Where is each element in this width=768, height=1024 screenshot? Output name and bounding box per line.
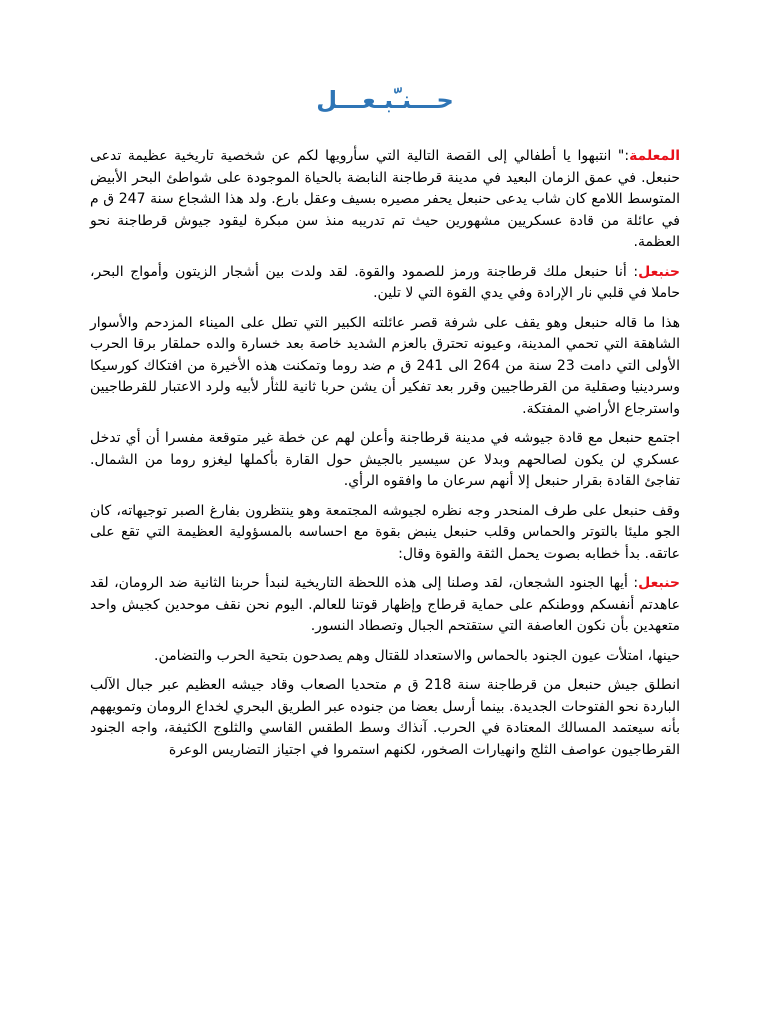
speaker-label: المعلمة [629,148,680,164]
paragraph-text: : أنا حنبعل ملك قرطاجنة ورمز للصمود والقوة. لقد ولدت بين أشجار الزيتون وأمواج البحر، حاملا في قلبي نار الإرادة وفي يدي القوة التي لا تلين. [90,263,680,301]
paragraph-text: :" انتبهوا يا أطفالي إلى القصة التالية التي سأرويها لكم عن شخصية تاريخية عظيمة تدعى حنبعل. في عمق الزمان البعيد في مدينة قرطاجنة النابضة بالحياة الموجودة على شواطئ البحر الأبيض المتوسط اللامع كان شاب يدعى حنبعل يحفر مصيره بسيف وعقل بارع. ولد هذا الشجاع سنة 247 ق م في عائلة من قادة عسكريين مشهورين حيث تم تدريبه منذ سن مبكرة ليقود جيوش قرطاجنة نحو العظمة. [90,148,681,250]
speaker-label: حنبعل [638,575,680,591]
paragraph-hannibal-speech-1 [90,262,680,305]
paragraph-text: اجتمع حنبعل مع قادة جيوشه في مدينة قرطاجنة وأعلن لهم عن خطة غير متوقعة مفسرا أن أي تدخل عسكري لن يكون لصالحهم وبدلا عن سيسير بالجيش حول القارة بأكملها ليغزو روما من الشمال. تفاجئ القادة بقرار حنبعل إلا أنهم سرعان ما وافقوه الرأي. [90,430,680,489]
document-page [90,80,680,769]
paragraph-text: : أيها الجنود الشجعان، لقد وصلنا إلى هذه اللحظة التاريخية لنبدأ حربنا الثانية ضد الرومان، لقد عاهدتم أنفسكم ووطنكم على حماية قرطاج وإظهار قوتنا للعالم. اليوم نحن نقف موحدين كجيش واحد متعهدين بأن نكون العاصفة التي ستقتحم الجبال وتصطاد النسور. [90,575,680,634]
paragraph-text: هذا ما قاله حنبعل وهو يقف على شرفة قصر عائلته الكبير التي تطل على الميناء المزدحم والأسوار الشاهقة التي تحمي المدينة، وعيونه تحترق بالعزم الشديد خاصة بعد خسارة والده حملقار برقا الحرب الأولى التي دامت 23 سنة من 264 الى 241 ق م ضد روما وتمكنت هذه الأخيرة من افتكاك كورسيكا وسردينيا وصقلية من القرطاجيين وقرر بعد تفكير أن يشن حربا ثانية للثأر لأبيه ولرد الاعتبار للقرطاجيين واسترجاع الأراضي المفتكة. [90,314,681,417]
paragraph-teacher-intro [90,146,680,254]
paragraph-narration-1 [90,313,680,421]
speaker-label: حنبعل [638,263,680,280]
paragraph-text: انطلق جيش حنبعل من قرطاجنة سنة 218 ق م متحديا الصعاب وقاد جيشه العظيم عبر جبال الآلب الباردة نحو الفتوحات الجديدة. بينما أرسل بعضا من جنوده عبر الطريق البحري لخداع الرومان وتمويههم بأنه سيعتمد المسالك المعتادة في الحرب. آنذاك وسط الطقس القاسي والثلوج الكثيفة، واجه الجنود القرطاجيون عواصف الثلج وانهيارات الصخور، لكنهم استمروا في اجتياز التضاريس الوعرة [90,677,680,758]
paragraph-narration-3 [90,501,680,566]
paragraph-narration-5 [90,675,680,761]
paragraph-text: وقف حنبعل على طرف المنحدر وجه نظره لجيوشه المجتمعة وهو ينتظرون بفارغ الصبر توجيهاته، كان الجو مليئا بالتوتر والحماس وقلب حنبعل ينبض بقوة مع احساسه بالمسؤولية العظيمة التي تقع على عاتقه. بدأ خطابه بصوت يحمل الثقة والقوة وقال: [90,502,680,562]
paragraph-text: حينها، امتلأت عيون الجنود بالحماس والاستعداد للقتال وهم يصدحون بتحية الحرب والتضامن. [154,647,680,664]
paragraph-narration-2 [90,428,680,493]
paragraph-hannibal-speech-2 [90,573,680,638]
paragraph-narration-4 [90,646,680,668]
page-title: حـــنـّبـعـــل [316,86,454,114]
